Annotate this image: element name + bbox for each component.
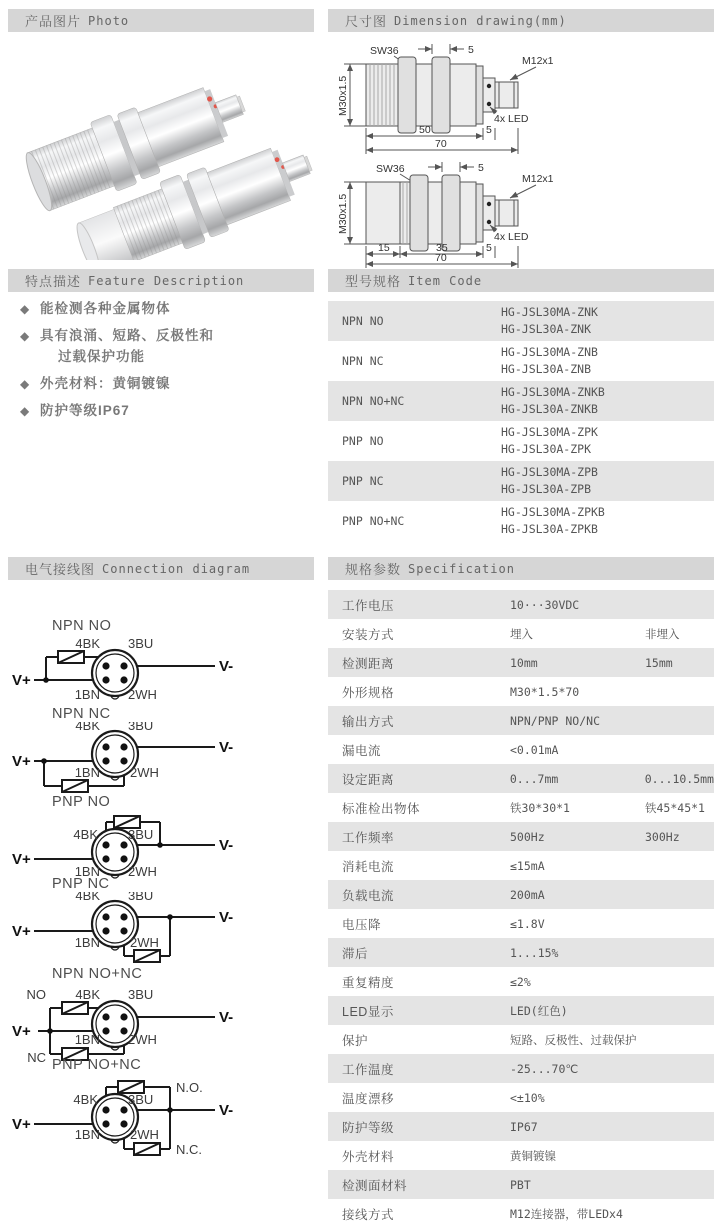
spec-label: 重复精度 <box>342 975 395 990</box>
spec-table <box>328 590 714 1228</box>
spec-label: 温度漂移 <box>342 1091 395 1106</box>
output-type-label: PNP NC <box>342 474 384 488</box>
m12-label: M12x1 <box>522 55 554 67</box>
spec-row <box>328 909 714 938</box>
spec-value-flush: 短路、反极性、过载保护 <box>510 1032 637 1047</box>
item-code: HG-JSL30MA-ZPKB <box>501 505 605 519</box>
diamond-bullet-icon: ◆ <box>20 377 30 391</box>
wiring-title: PNP NO+NC <box>52 1057 142 1073</box>
pin2-label: 2WH <box>130 935 159 950</box>
spec-row <box>328 851 714 880</box>
pin1-label: 1BN <box>74 935 100 950</box>
feature-item <box>20 348 310 366</box>
spec-label: LED显示 <box>342 1004 394 1019</box>
section-title-zh: 型号规格 <box>345 274 402 289</box>
pin2-label: 2WH <box>130 1127 159 1142</box>
feature-text: 防护等级IP67 <box>40 403 130 418</box>
vplus-label: V+ <box>12 851 31 868</box>
feature-list <box>20 300 310 429</box>
spec-label: 漏电流 <box>342 743 382 758</box>
pin3-label: 3BU <box>128 1092 154 1107</box>
spec-value-flush: ≤15mA <box>510 858 545 873</box>
vminus-label: V- <box>219 837 234 854</box>
section-title-zh: 尺寸图 <box>345 14 388 29</box>
spec-value-flush: 10···30VDC <box>510 597 580 612</box>
no-label: NO <box>26 987 46 1002</box>
wiring-diagram-npn-nonc <box>10 982 260 1066</box>
item-code: HG-JSL30A-ZPKB <box>501 522 598 536</box>
spec-row <box>328 706 714 735</box>
feature-text: 外壳材料：黄铜镀镍 <box>40 376 171 391</box>
item-code: HG-JSL30A-ZPB <box>501 482 592 496</box>
vplus-label: V+ <box>12 1116 31 1133</box>
spec-row <box>328 938 714 967</box>
neck-length-dim: 5 <box>486 242 492 254</box>
spec-row <box>328 1083 714 1112</box>
item-code: HG-JSL30A-ZNKB <box>501 402 598 416</box>
pin2-label: 2WH <box>130 765 159 780</box>
section-title-zh: 特点描述 <box>25 274 82 289</box>
section-title-en: Feature Description <box>88 273 245 288</box>
spec-label: 标准检出物体 <box>342 801 421 816</box>
feature-item <box>20 402 310 420</box>
spec-label: 检测面材料 <box>342 1178 408 1193</box>
spec-row <box>328 1054 714 1083</box>
spec-label: 防护等级 <box>342 1120 395 1135</box>
spec-label: 工作频率 <box>342 830 395 845</box>
item-code-row <box>328 341 714 381</box>
spec-value-nonflush: 非埋入 <box>645 626 680 641</box>
spec-value-flush: 铁30*30*1 <box>510 800 570 815</box>
wiring-diagram-pnp-nonc <box>10 1073 260 1161</box>
feature-item <box>20 300 310 318</box>
spec-label: 设定距离 <box>342 772 395 787</box>
nut-width-dim: 5 <box>478 162 484 174</box>
section-title-en: Dimension drawing(mm) <box>394 13 567 28</box>
vplus-label: V+ <box>12 923 31 940</box>
total-length-dim: 70 <box>435 138 447 150</box>
output-type-label: NPN NC <box>342 354 384 368</box>
spec-row <box>328 677 714 706</box>
body-length-dim: 50 <box>419 124 431 136</box>
spec-label: 安装方式 <box>342 627 395 642</box>
mid-length-dim: 35 <box>436 242 448 254</box>
spec-value-nonflush: 15mm <box>645 655 673 670</box>
spec-row <box>328 764 714 793</box>
spec-value-flush: NPN/PNP NO/NC <box>510 713 601 728</box>
pin2-label: 2WH <box>128 687 157 702</box>
pin1-label: 1BN <box>74 765 100 780</box>
led-label: 4x LED <box>494 113 529 125</box>
wiring-diagram-npn-no <box>10 635 260 707</box>
item-code: HG-JSL30MA-ZPB <box>501 465 598 479</box>
pin4-label: 4BK <box>73 1092 98 1107</box>
spec-label: 工作温度 <box>342 1062 395 1077</box>
spec-label: 检测距离 <box>342 656 395 671</box>
spec-value-flush: M12连接器，带LEDx4 <box>510 1206 623 1221</box>
pin3-label: 3BU <box>128 892 154 903</box>
item-code: HG-JSL30A-ZNK <box>501 322 592 336</box>
product-photo <box>8 40 314 260</box>
section-title-en: Photo <box>88 13 130 28</box>
item-code: HG-JSL30MA-ZNB <box>501 345 598 359</box>
vminus-label: V- <box>219 909 234 926</box>
normally-open-label: N.O. <box>176 1080 203 1095</box>
pin4-label: 4BK <box>73 827 98 842</box>
pin1-label: 1BN <box>74 1032 100 1047</box>
led-label: 4x LED <box>494 231 529 243</box>
wiring-diagram-pnp-no <box>10 808 260 884</box>
spec-value-flush: -25...70℃ <box>510 1061 579 1076</box>
wiring-title: NPN NC <box>52 706 111 722</box>
spec-value-flush: 0...7mm <box>509 771 559 786</box>
pin4-label: 4BK <box>75 987 100 1002</box>
spec-row <box>328 793 714 822</box>
spec-label: 消耗电流 <box>342 859 395 874</box>
section-title-zh: 电气接线图 <box>25 562 96 577</box>
wiring-diagram-npn-nc <box>10 722 260 798</box>
pin4-label: 4BK <box>75 722 100 733</box>
item-code-row <box>328 501 714 541</box>
vminus-label: V- <box>219 1102 234 1119</box>
spec-value-flush: 200mA <box>510 887 545 902</box>
feature-text: 具有浪涌、短路、反极性和 <box>40 328 214 343</box>
pin2-label: 2WH <box>128 1032 157 1047</box>
pin1-label: 1BN <box>74 1127 100 1142</box>
m12-label: M12x1 <box>522 173 554 185</box>
spec-row <box>328 880 714 909</box>
section-header-dimension <box>328 9 714 32</box>
output-type-label: NPN NO <box>342 314 384 328</box>
item-code: HG-JSL30MA-ZNK <box>501 305 598 319</box>
spec-label: 外壳材料 <box>342 1149 395 1164</box>
wiring-title: PNP NC <box>52 876 110 892</box>
spec-label: 电压降 <box>342 917 382 932</box>
diamond-bullet-icon <box>20 348 58 366</box>
sw-label: SW36 <box>376 163 405 175</box>
spec-label: 负载电流 <box>342 888 395 903</box>
head-length-dim: 15 <box>378 242 390 254</box>
spec-value-flush: 埋入 <box>510 626 533 641</box>
spec-label: 工作电压 <box>342 598 395 613</box>
diamond-bullet-icon: ◆ <box>20 404 30 418</box>
pin3-label: 3BU <box>128 987 154 1002</box>
section-header-photo <box>8 9 314 32</box>
spec-value-flush: 黄铜镀镍 <box>510 1148 556 1163</box>
pin1-label: 1BN <box>74 687 100 702</box>
neck-length-dim: 5 <box>486 124 492 136</box>
spec-row <box>328 648 714 677</box>
section-title-en: Connection diagram <box>102 561 251 576</box>
pin1-label: 1BN <box>74 864 100 879</box>
section-title-zh: 产品图片 <box>25 14 82 29</box>
section-title-en: Specification <box>408 561 515 576</box>
spec-value-flush: ≤2% <box>510 974 531 989</box>
spec-row <box>328 967 714 996</box>
spec-value-nonflush: 0...10.5mm <box>644 771 714 786</box>
item-code: HG-JSL30MA-ZNKB <box>501 385 605 399</box>
spec-row <box>328 590 714 619</box>
section-title-en: Item Code <box>408 273 483 288</box>
spec-row <box>328 1199 714 1228</box>
feature-text: 能检测各种金属物体 <box>40 301 171 316</box>
output-type-label: PNP NO+NC <box>342 514 405 528</box>
vplus-label: V+ <box>12 672 31 689</box>
vminus-label: V- <box>219 658 234 675</box>
spec-value-flush: M30*1.5*70 <box>510 684 580 699</box>
dimension-drawing-flush <box>336 40 721 156</box>
spec-row <box>328 996 714 1025</box>
thread-dim: M30x1.5 <box>337 75 349 116</box>
vminus-label: V- <box>219 1009 234 1026</box>
total-length-dim: 70 <box>435 252 447 264</box>
spec-value-flush: ≤1.8V <box>510 916 545 931</box>
spec-value-flush: 500Hz <box>510 829 545 844</box>
vminus-label: V- <box>219 739 234 756</box>
spec-row <box>328 1112 714 1141</box>
section-title-zh: 规格参数 <box>345 562 402 577</box>
item-code-row <box>328 381 714 421</box>
section-header-itemcode <box>328 269 714 292</box>
spec-value-flush: LED(红色) <box>510 1003 568 1018</box>
item-code: HG-JSL30MA-ZPK <box>501 425 598 439</box>
section-header-connection <box>8 557 314 580</box>
wiring-title: NPN NO+NC <box>52 966 143 982</box>
item-code: HG-JSL30A-ZPK <box>501 442 592 456</box>
item-code-table <box>328 301 714 541</box>
wiring-diagram-pnp-nc <box>10 892 260 968</box>
pin3-label: 3BU <box>128 636 154 651</box>
wiring-title: PNP NO <box>52 794 111 810</box>
pin4-label: 4BK <box>75 892 100 903</box>
spec-value-flush: IP67 <box>510 1119 538 1134</box>
spec-label: 接线方式 <box>342 1207 395 1222</box>
pin4-label: 4BK <box>75 636 100 651</box>
nut-width-dim: 5 <box>468 44 474 56</box>
pin2-label: 2WH <box>128 864 157 879</box>
vplus-label: V+ <box>12 1023 31 1040</box>
item-code-row <box>328 301 714 341</box>
spec-value-flush: <0.01mA <box>510 742 559 757</box>
spec-label: 输出方式 <box>342 714 395 729</box>
spec-value-flush: 1...15% <box>510 945 559 960</box>
section-header-specification <box>328 557 714 580</box>
output-type-label: PNP NO <box>342 434 384 448</box>
section-header-feature <box>8 269 314 292</box>
feature-item <box>20 375 310 393</box>
spec-value-nonflush: 300Hz <box>645 829 680 844</box>
spec-row <box>328 1170 714 1199</box>
feature-text: 过载保护功能 <box>58 349 145 364</box>
spec-row <box>328 822 714 851</box>
pin3-label: 3BU <box>128 722 154 733</box>
spec-label: 外形规格 <box>342 685 395 700</box>
diamond-bullet-icon: ◆ <box>20 329 30 343</box>
spec-value-nonflush: 铁45*45*1 <box>645 800 705 815</box>
spec-row <box>328 1141 714 1170</box>
dimension-drawing-nonflush <box>336 158 721 270</box>
spec-value-flush: 10mm <box>510 655 538 670</box>
spec-label: 滞后 <box>342 946 369 961</box>
diamond-bullet-icon: ◆ <box>20 302 30 316</box>
vplus-label: V+ <box>12 753 31 770</box>
pin3-label: 3BU <box>128 827 154 842</box>
wiring-title: NPN NO <box>52 618 112 634</box>
thread-dim: M30x1.5 <box>337 193 349 234</box>
spec-value-flush: PBT <box>510 1177 531 1192</box>
spec-value-flush: <±10% <box>510 1090 545 1105</box>
spec-label: 保护 <box>342 1033 369 1048</box>
spec-row <box>328 619 714 648</box>
output-type-label: NPN NO+NC <box>342 394 405 408</box>
item-code: HG-JSL30A-ZNB <box>501 362 592 376</box>
item-code-row <box>328 421 714 461</box>
spec-row <box>328 735 714 764</box>
normally-closed-label: N.C. <box>176 1142 202 1157</box>
sw-label: SW36 <box>370 45 399 57</box>
spec-row <box>328 1025 714 1054</box>
nc-label: NC <box>27 1050 46 1065</box>
feature-item <box>20 327 310 345</box>
item-code-row <box>328 461 714 501</box>
